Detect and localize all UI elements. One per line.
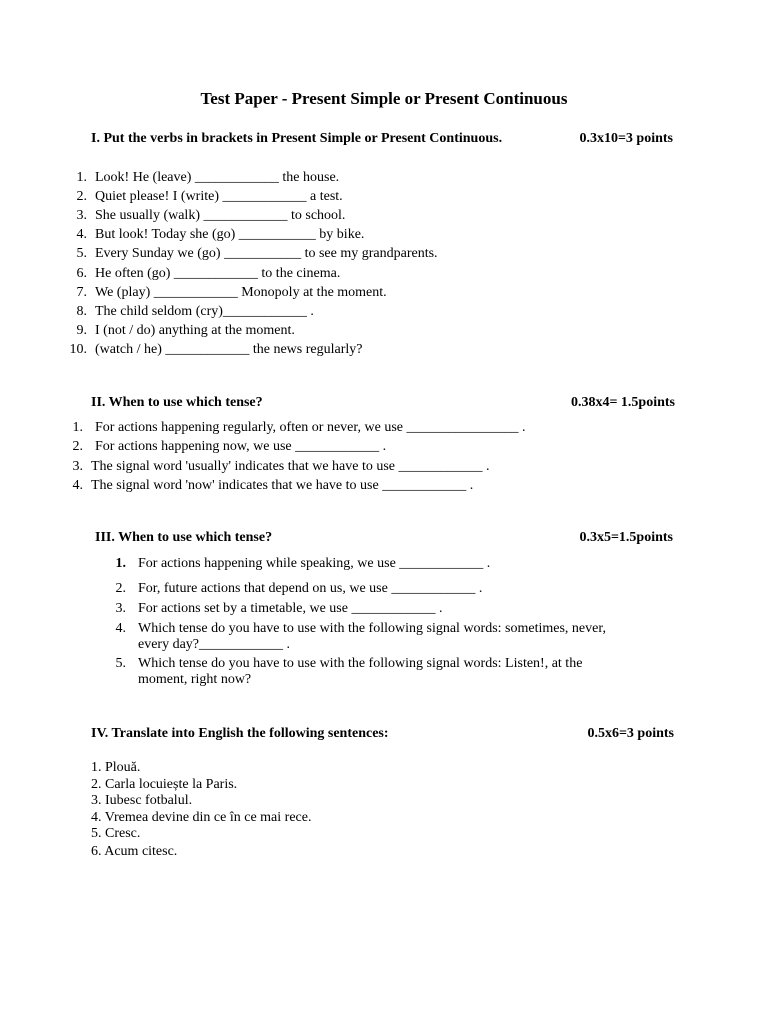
section-2-heading: II. When to use which tense?: [91, 395, 263, 410]
section-4-heading: IV. Translate into English the following sentences:: [91, 726, 389, 741]
list-item: We (play) ____________ Monopoly at the moment.: [95, 285, 387, 300]
list-item: For actions set by a timetable, we use ____________ .: [138, 601, 443, 616]
list-item-number: 2.: [72, 439, 83, 454]
list-item: I (not / do) anything at the moment.: [95, 323, 295, 338]
section-1-heading: I. Put the verbs in brackets in Present Simple or Present Continuous.: [91, 131, 503, 146]
list-item: Look! He (leave) ____________ the house.: [95, 170, 340, 185]
list-item: For actions happening now, we use ____________ .: [95, 439, 387, 454]
list-item: 2. Carla locuiește la Paris.: [91, 777, 238, 792]
list-item-number: 1.: [76, 170, 87, 185]
list-item-number: 3.: [115, 601, 126, 616]
list-item-number: 3.: [72, 459, 83, 474]
list-item-number: 5.: [76, 246, 87, 261]
list-item: Which tense do you have to use with the following signal words: Listen!, at the: [138, 656, 583, 671]
section-3-points: 0.3x5=1.5points: [579, 530, 673, 545]
section-4-points: 0.5x6=3 points: [587, 726, 674, 741]
list-item-number: 7.: [76, 285, 87, 300]
list-item: 6. Acum citesc.: [91, 844, 178, 859]
list-item-number: 8.: [76, 304, 87, 319]
list-item: She usually (walk) ____________ to school.: [95, 208, 346, 223]
section-2-points: 0.38x4= 1.5points: [570, 395, 675, 410]
list-item: For actions happening regularly, often or never, we use ________________ .: [95, 420, 526, 435]
list-item-number: 6.: [76, 266, 87, 281]
list-item: 5. Cresc.: [91, 826, 141, 841]
list-item: For, future actions that depend on us, we use ____________ .: [138, 581, 483, 596]
list-item-number: 5.: [115, 656, 126, 671]
list-item: The signal word 'usually' indicates that we have to use ____________ .: [91, 459, 490, 474]
list-item: 3. Iubesc fotbalul.: [91, 793, 193, 808]
list-item: Every Sunday we (go) ___________ to see my grandparents.: [95, 246, 438, 261]
list-item: every day?____________ .: [138, 637, 291, 652]
section-3-heading: III. When to use which tense?: [95, 530, 273, 545]
list-item: moment, right now?: [138, 672, 252, 687]
list-item-number: 2.: [115, 581, 126, 596]
list-item: He often (go) ____________ to the cinema.: [95, 266, 341, 281]
page-title: Test Paper - Present Simple or Present Continuous: [200, 89, 568, 108]
list-item-number: 10.: [69, 342, 87, 357]
list-item-number: 4.: [72, 478, 83, 493]
list-item: Quiet please! I (write) ____________ a test.: [95, 189, 343, 204]
list-item: But look! Today she (go) ___________ by bike.: [95, 227, 365, 242]
list-item-number: 2.: [76, 189, 87, 204]
list-item: 1. Plouă.: [91, 760, 141, 775]
section-1-points: 0.3x10=3 points: [579, 131, 673, 146]
list-item-number: 4.: [76, 227, 87, 242]
list-item-number: 9.: [76, 323, 87, 338]
list-item: The signal word 'now' indicates that we have to use ____________ .: [91, 478, 474, 493]
list-item-number: 1.: [72, 420, 83, 435]
list-item: The child seldom (cry)____________ .: [95, 304, 314, 319]
list-item-number: 4.: [115, 621, 126, 636]
list-item-number: 3.: [76, 208, 87, 223]
list-item: 4. Vremea devine din ce în ce mai rece.: [91, 810, 312, 825]
list-item: Which tense do you have to use with the following signal words: sometimes, never,: [138, 621, 606, 636]
list-item-number: 1.: [115, 556, 126, 571]
list-item: (watch / he) ____________ the news regularly?: [95, 342, 363, 357]
list-item: For actions happening while speaking, we use ____________ .: [138, 556, 491, 571]
